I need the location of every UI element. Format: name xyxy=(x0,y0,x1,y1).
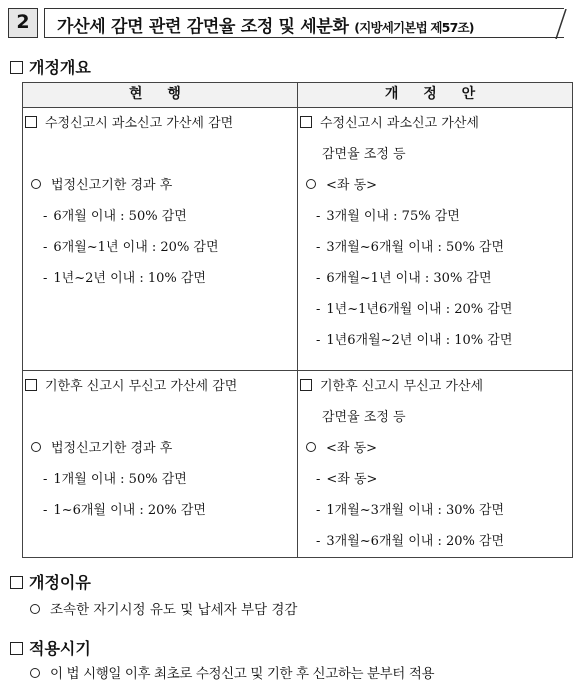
current-block-2 xyxy=(23,371,298,558)
comparison-table xyxy=(22,82,573,558)
checkbox-icon xyxy=(10,61,23,74)
section-overview-heading xyxy=(10,55,91,78)
section-effective-label: 적용시기 xyxy=(29,639,91,658)
title-box xyxy=(44,8,564,38)
list-item: - 1년~2년 이내 : 10% 감면 xyxy=(43,271,206,286)
proposed-block-2-heading-2: 감면율 조정 등 xyxy=(322,410,406,425)
checkbox-icon xyxy=(25,116,37,128)
effective-text: 이 법 시행일 이후 최초로 수정신고 및 기한 후 신고하는 분부터 적용 xyxy=(30,662,434,682)
current-block-1-sub: 법정신고기한 경과 후 xyxy=(23,170,297,201)
current-block-2-sub: 법정신고기한 경과 후 xyxy=(23,433,297,464)
proposed-block-1-sub: <좌 동> xyxy=(298,170,572,201)
circle-bullet-icon xyxy=(30,668,40,678)
current-block-1 xyxy=(23,108,298,371)
circle-bullet-icon xyxy=(30,604,40,614)
list-item: - 6개월~1년 이내 : 30% 감면 xyxy=(316,271,492,286)
checkbox-icon xyxy=(300,379,312,391)
circle-bullet-icon xyxy=(306,179,316,189)
proposed-block-1 xyxy=(298,108,573,371)
column-header-current: 현 행 xyxy=(23,83,298,108)
list-item: - 6개월 이내 : 50% 감면 xyxy=(43,209,187,224)
section-number: 2 xyxy=(8,8,38,38)
proposed-block-1-heading-2: 감면율 조정 등 xyxy=(322,147,406,162)
proposed-block-2-heading: 기한후 신고시 무신고 가산세 xyxy=(298,371,572,402)
section-reason-label: 개정이유 xyxy=(29,573,91,592)
circle-bullet-icon xyxy=(31,442,41,452)
list-item: - 1~6개월 이내 : 20% 감면 xyxy=(43,503,206,518)
list-item: - 1년6개월~2년 이내 : 10% 감면 xyxy=(316,333,513,348)
list-item: - 1개월~3개월 이내 : 30% 감면 xyxy=(316,503,505,518)
list-item: - 6개월~1년 이내 : 20% 감면 xyxy=(43,240,219,255)
title-main: 가산세 감면 관련 감면율 조정 및 세분화 xyxy=(57,17,349,37)
list-item: - 3개월~6개월 이내 : 50% 감면 xyxy=(316,240,505,255)
current-block-1-heading: 수정신고시 과소신고 가산세 감면 xyxy=(23,108,297,139)
proposed-block-2-sub: <좌 동> xyxy=(298,433,572,464)
list-item: - 3개월~6개월 이내 : 20% 감면 xyxy=(316,534,505,549)
circle-bullet-icon xyxy=(306,442,316,452)
checkbox-icon xyxy=(25,379,37,391)
checkbox-icon xyxy=(10,642,23,655)
list-item: - 1년~1년6개월 이내 : 20% 감면 xyxy=(316,302,513,317)
section-effective-heading xyxy=(10,636,91,659)
title-bar xyxy=(8,6,572,40)
column-header-proposed: 개 정 안 xyxy=(298,83,573,108)
current-block-2-heading: 기한후 신고시 무신고 가산세 감면 xyxy=(23,371,297,402)
list-item: - 3개월 이내 : 75% 감면 xyxy=(316,209,460,224)
list-item: - <좌 동> xyxy=(316,472,378,487)
section-overview-label: 개정개요 xyxy=(29,58,91,77)
law-reference: (지방세기본법 제57조) xyxy=(354,20,474,35)
circle-bullet-icon xyxy=(31,179,41,189)
list-item: - 1개월 이내 : 50% 감면 xyxy=(43,472,187,487)
title-slash-decoration xyxy=(554,9,568,39)
proposed-block-2 xyxy=(298,371,573,558)
proposed-block-1-heading: 수정신고시 과소신고 가산세 xyxy=(298,108,572,139)
page-title xyxy=(57,12,474,37)
checkbox-icon xyxy=(300,116,312,128)
checkbox-icon xyxy=(10,576,23,589)
section-reason-heading xyxy=(10,570,91,593)
reason-text: 조속한 자기시정 유도 및 납세자 부담 경감 xyxy=(30,598,297,618)
